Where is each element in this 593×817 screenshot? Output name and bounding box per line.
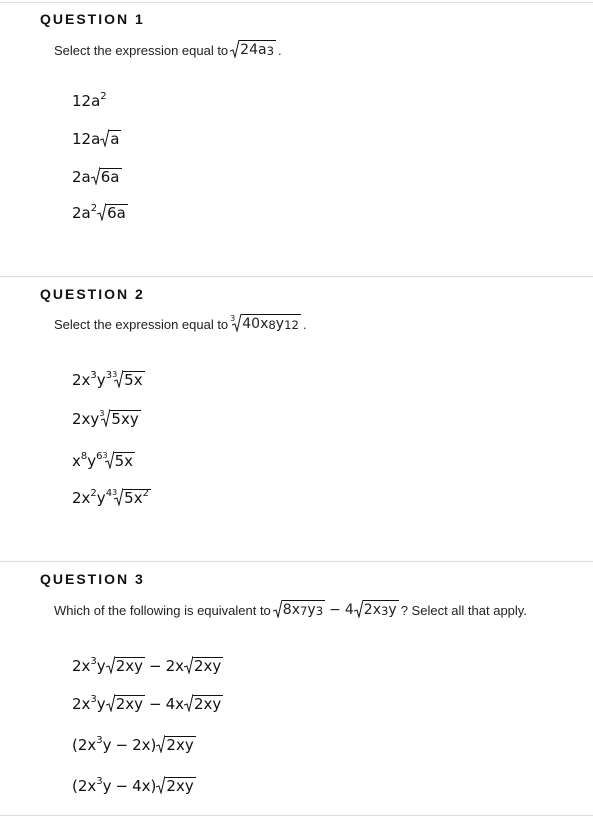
prompt-expression: 8x 7 y 3 − 4 2x 3 y — [273, 600, 399, 618]
answer-option[interactable]: x $^8$ y $^6$ 3 5x — [72, 451, 134, 470]
answer-option[interactable]: 2x $^2$ y $^4$ 3 5x $^2$ — [72, 488, 149, 507]
answer-option[interactable]: 2xy 3 5xy — [72, 409, 139, 428]
answer-option[interactable]: 2a 6a — [72, 168, 120, 186]
prompt-suffix: . — [302, 317, 307, 332]
separator — [0, 561, 593, 562]
answer-option[interactable]: (2x $^3$ y − 4x) 2xy — [72, 776, 194, 795]
separator — [0, 276, 593, 277]
prompt-text: Select the expression equal to — [54, 43, 229, 58]
prompt-suffix: ? Select all that apply. — [400, 603, 527, 618]
answer-option[interactable]: (2x $^3$ y − 2x) 2xy — [72, 735, 194, 754]
answer-option[interactable]: 2x $^3$ y 2xy − 2x 2xy — [72, 656, 222, 675]
question-title: QUESTION 3 — [40, 571, 145, 587]
separator-top — [0, 2, 593, 3]
question-title: QUESTION 1 — [40, 11, 145, 27]
question-prompt — [54, 600, 527, 618]
answer-option[interactable]: 12a $^2$ — [72, 91, 107, 110]
question-title: QUESTION 2 — [40, 286, 145, 302]
separator-bottom — [0, 815, 593, 816]
prompt-text: Which of the following is equivalent to — [54, 603, 271, 618]
answer-option[interactable]: 12a a — [72, 130, 120, 148]
answer-option[interactable]: 2x $^3$ y 2xy − 4x 2xy — [72, 694, 222, 713]
prompt-text: Select the expression equal to — [54, 317, 229, 332]
answer-option[interactable]: 2a $^2$ 6a — [72, 203, 126, 222]
prompt-expression: 3 40x 8 y 12 — [230, 314, 299, 332]
question-prompt — [54, 40, 282, 58]
prompt-suffix: . — [278, 43, 282, 58]
question-prompt — [54, 314, 307, 332]
answer-option[interactable]: 2x $^3$ y $^3$ 3 5x — [72, 370, 143, 389]
prompt-expression: 24a 3 — [230, 40, 276, 58]
